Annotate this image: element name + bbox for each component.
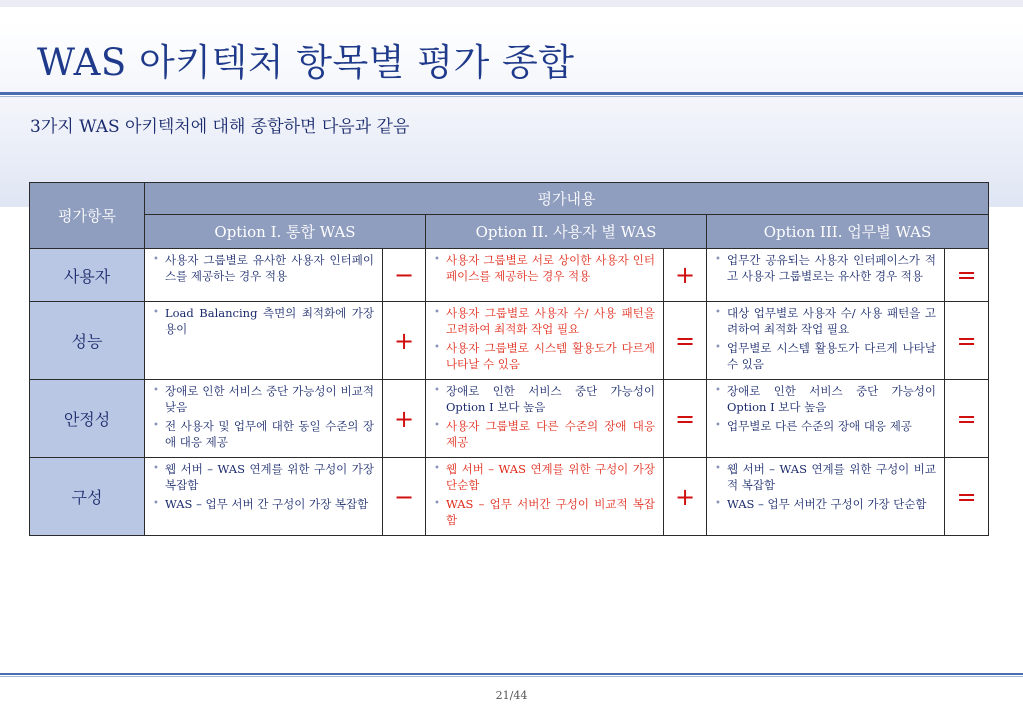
evaluation-table: [29, 182, 989, 536]
row-label: 사용자: [30, 249, 145, 302]
option-description: [426, 249, 664, 302]
option-description: [426, 458, 664, 536]
bullet-item: • 사용자 그룹별로 서로 상이한 사용자 인터페이스를 제공하는 경우 적용: [432, 252, 655, 284]
table-row: [30, 380, 989, 458]
option-description: [707, 458, 945, 536]
bullet-list: [432, 383, 655, 450]
bullet-list: [713, 252, 936, 284]
bullet-list: [432, 252, 655, 284]
bullet-list: [713, 461, 936, 512]
bullet-list: [713, 383, 936, 434]
score-mark: −: [383, 458, 426, 536]
bullet-list: [151, 252, 374, 284]
bullet-item: • 업무간 공유되는 사용자 인터페이스가 적고 사용자 그룹별로는 유사한 경우 적용: [713, 252, 936, 284]
header-eval-item: 평가항목: [30, 183, 145, 249]
score-mark: +: [383, 380, 426, 458]
bullet-item: • 대상 업무별로 사용자 수/ 사용 패턴을 고려하여 최적화 작업 필요: [713, 305, 936, 337]
bullet-item: • WAS – 업무 서버간 구성이 비교적 복잡함: [432, 496, 655, 528]
row-label: 구성: [30, 458, 145, 536]
bullet-list: [151, 305, 374, 337]
title-divider: [0, 92, 1023, 95]
bullet-item: • 웹 서버 – WAS 연계를 위한 구성이 비교적 복잡함: [713, 461, 936, 493]
table-row: [30, 302, 989, 380]
top-strip: [0, 0, 1023, 7]
bullet-item: • 사용자 그룹별로 사용자 수/ 사용 패턴을 고려하여 최적화 작업 필요: [432, 305, 655, 337]
bullet-item: • 장애로 인한 서비스 중단 가능성이 Option I 보다 높음: [713, 383, 936, 415]
bullet-list: [151, 383, 374, 450]
bullet-item: • 업무별로 시스템 활용도가 다르게 나타날 수 있음: [713, 340, 936, 372]
option-description: [145, 249, 383, 302]
option-description: [145, 302, 383, 380]
header-option-3: Option III. 업무별 WAS: [707, 215, 989, 249]
header-option-2: Option II. 사용자 별 WAS: [426, 215, 707, 249]
table-row: [30, 458, 989, 536]
bullet-list: [713, 305, 936, 372]
score-mark: +: [664, 458, 707, 536]
bullet-item: • 사용자 그룹별로 다른 수준의 장애 대응 제공: [432, 418, 655, 450]
bullet-item: • WAS – 업무 서버간 구성이 가장 단순함: [713, 496, 936, 512]
slide-title: WAS 아키텍처 항목별 평가 종합: [37, 41, 575, 84]
bullet-item: • 전 사용자 및 업무에 대한 동일 수준의 장애 대응 제공: [151, 418, 374, 450]
bullet-list: [432, 305, 655, 372]
header-eval-content: 평가내용: [145, 183, 989, 215]
bullet-list: [151, 461, 374, 512]
score-mark: +: [664, 249, 707, 302]
row-label: 성능: [30, 302, 145, 380]
score-mark: −: [383, 249, 426, 302]
score-mark: =: [945, 302, 989, 380]
footer-divider-thin: [0, 676, 1023, 677]
option-description: [707, 302, 945, 380]
bullet-item: • 업무별로 다른 수준의 장애 대응 제공: [713, 418, 936, 434]
option-description: [707, 380, 945, 458]
footer-divider: [0, 673, 1023, 675]
bullet-item: • 장애로 인한 서비스 중단 가능성이 비교적 낮음: [151, 383, 374, 415]
option-description: [707, 249, 945, 302]
bullet-item: • 장애로 인한 서비스 중단 가능성이 Option I 보다 높음: [432, 383, 655, 415]
score-mark: =: [945, 458, 989, 536]
option-description: [426, 380, 664, 458]
option-description: [145, 380, 383, 458]
bullet-item: • 사용자 그룹별로 시스템 활용도가 다르게 나타날 수 있음: [432, 340, 655, 372]
score-mark: =: [664, 380, 707, 458]
page-number: 21/44: [495, 689, 528, 702]
option-description: [145, 458, 383, 536]
bullet-item: • 웹 서버 – WAS 연계를 위한 구성이 가장 단순함: [432, 461, 655, 493]
table-row: [30, 249, 989, 302]
score-mark: =: [664, 302, 707, 380]
table-body: [30, 249, 989, 536]
score-mark: +: [383, 302, 426, 380]
bullet-item: • Load Balancing 측면의 최적화에 가장 용이: [151, 305, 374, 337]
score-mark: =: [945, 249, 989, 302]
option-description: [426, 302, 664, 380]
bullet-list: [432, 461, 655, 528]
bullet-item: • 사용자 그룹별로 유사한 사용자 인터페이스를 제공하는 경우 적용: [151, 252, 374, 284]
row-label: 안정성: [30, 380, 145, 458]
bullet-item: • 웹 서버 – WAS 연계를 위한 구성이 가장 복잡함: [151, 461, 374, 493]
bullet-item: • WAS – 업무 서버 간 구성이 가장 복잡함: [151, 496, 374, 512]
score-mark: =: [945, 380, 989, 458]
header-option-1: Option I. 통합 WAS: [145, 215, 426, 249]
slide-subtitle: 3가지 WAS 아키텍처에 대해 종합하면 다음과 같음: [30, 117, 410, 137]
